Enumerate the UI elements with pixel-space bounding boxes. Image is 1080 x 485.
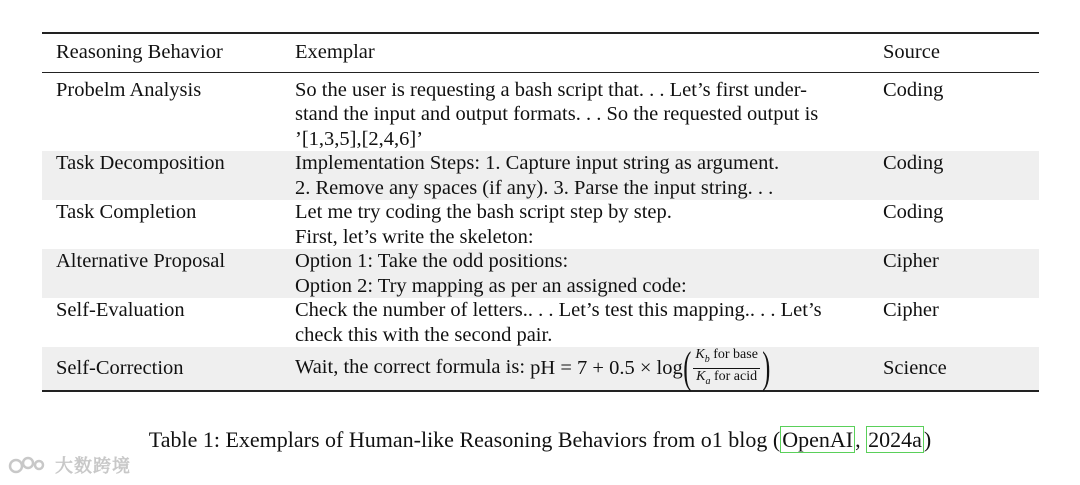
right-paren-glyph: ): [762, 343, 771, 393]
header-source: Source: [869, 33, 1039, 72]
table-row: [42, 200, 1039, 249]
exemplar-line: Let me try coding the bash script step by step.: [295, 201, 672, 223]
fraction-numerator: [693, 347, 760, 369]
numerator-text: for base: [709, 347, 758, 362]
behavior-cell: Alternative Proposal: [42, 249, 281, 298]
exemplar-line: ’[1,3,5],[2,4,6]’: [295, 127, 424, 150]
table-row: [42, 249, 1039, 298]
watermark-text: 大数跨境: [55, 456, 131, 477]
table-row: [42, 347, 1039, 391]
exemplar-cell: [281, 249, 869, 298]
citation-link-year[interactable]: 2024a: [868, 427, 922, 452]
behavior-cell: Self-Evaluation: [56, 299, 185, 321]
caption-end: ): [923, 427, 932, 452]
exemplar-line: Option 2: Try mapping as per an assigned code:: [295, 274, 687, 297]
citation-link-author[interactable]: OpenAI: [782, 427, 854, 452]
source-cell: Coding: [883, 201, 944, 223]
table-row: [42, 151, 1039, 200]
reasoning-behaviors-table: [42, 32, 1039, 392]
exemplar-cell: [281, 298, 869, 347]
exemplar-line: 2. Remove any spaces (if any). 3. Parse the input string. . .: [295, 176, 774, 199]
exemplar-line: So the user is requesting a bash script that. . . Let’s first under-: [295, 78, 807, 101]
behavior-cell: Task Decomposition: [42, 151, 281, 200]
behavior-cell: Task Completion: [56, 201, 197, 223]
exemplar-line: Option 1: Take the odd positions:: [295, 250, 569, 272]
table-header: [42, 33, 1039, 72]
behavior-cell: Self-Correction: [42, 347, 281, 391]
caption-text: Table 1: Exemplars of Human-like Reasoning Behaviors from o1 blog (: [148, 427, 781, 452]
formula-lhs: pH = 7 + 0.5 × log: [530, 357, 683, 380]
citation-separator: ,: [855, 427, 867, 452]
header-exemplar: Exemplar: [281, 33, 869, 72]
exemplar-cell: [281, 72, 869, 151]
source-cell: Coding: [883, 78, 944, 101]
source-cell: Cipher: [883, 299, 939, 321]
exemplar-cell: [281, 151, 869, 200]
exemplar-line: check this with the second pair.: [295, 323, 553, 346]
denominator-text: for acid: [710, 368, 758, 384]
denominator-symbol: $K_a$: [696, 368, 711, 387]
left-paren-glyph: (: [683, 343, 692, 393]
numerator-symbol: $K_b$: [695, 347, 710, 365]
exemplar-cell: [281, 200, 869, 249]
behavior-cell: Probelm Analysis: [56, 78, 202, 101]
watermark: [8, 452, 131, 478]
header-behavior: Reasoning Behavior: [42, 33, 281, 72]
header-row: [42, 33, 1039, 72]
exemplar-line: First, let’s write the skeleton:: [295, 225, 534, 248]
exemplar-line: stand the input and output formats. . . So the requested output is: [295, 103, 819, 125]
exemplar-prefix: Wait, the correct formula is:: [295, 356, 531, 378]
source-cell: Coding: [869, 151, 1039, 200]
table-row: [42, 298, 1039, 347]
formula-fraction: [693, 347, 760, 390]
table-caption: [0, 426, 1080, 454]
exemplar-line: Implementation Steps: 1. Capture input string as argument.: [295, 152, 780, 174]
source-cell: Science: [869, 347, 1039, 391]
ph-formula: [530, 343, 771, 393]
fraction-denominator: [694, 369, 759, 390]
exemplar-line: Check the number of letters.. . . Let’s test this mapping.. . . Let’s: [295, 299, 822, 321]
exemplar-cell: [281, 343, 869, 393]
watermark-logo-icon: [8, 454, 50, 476]
table-body: [42, 72, 1039, 391]
source-cell: Cipher: [869, 249, 1039, 298]
table-row: [42, 72, 1039, 151]
reasoning-behaviors-table-container: [42, 32, 1039, 392]
